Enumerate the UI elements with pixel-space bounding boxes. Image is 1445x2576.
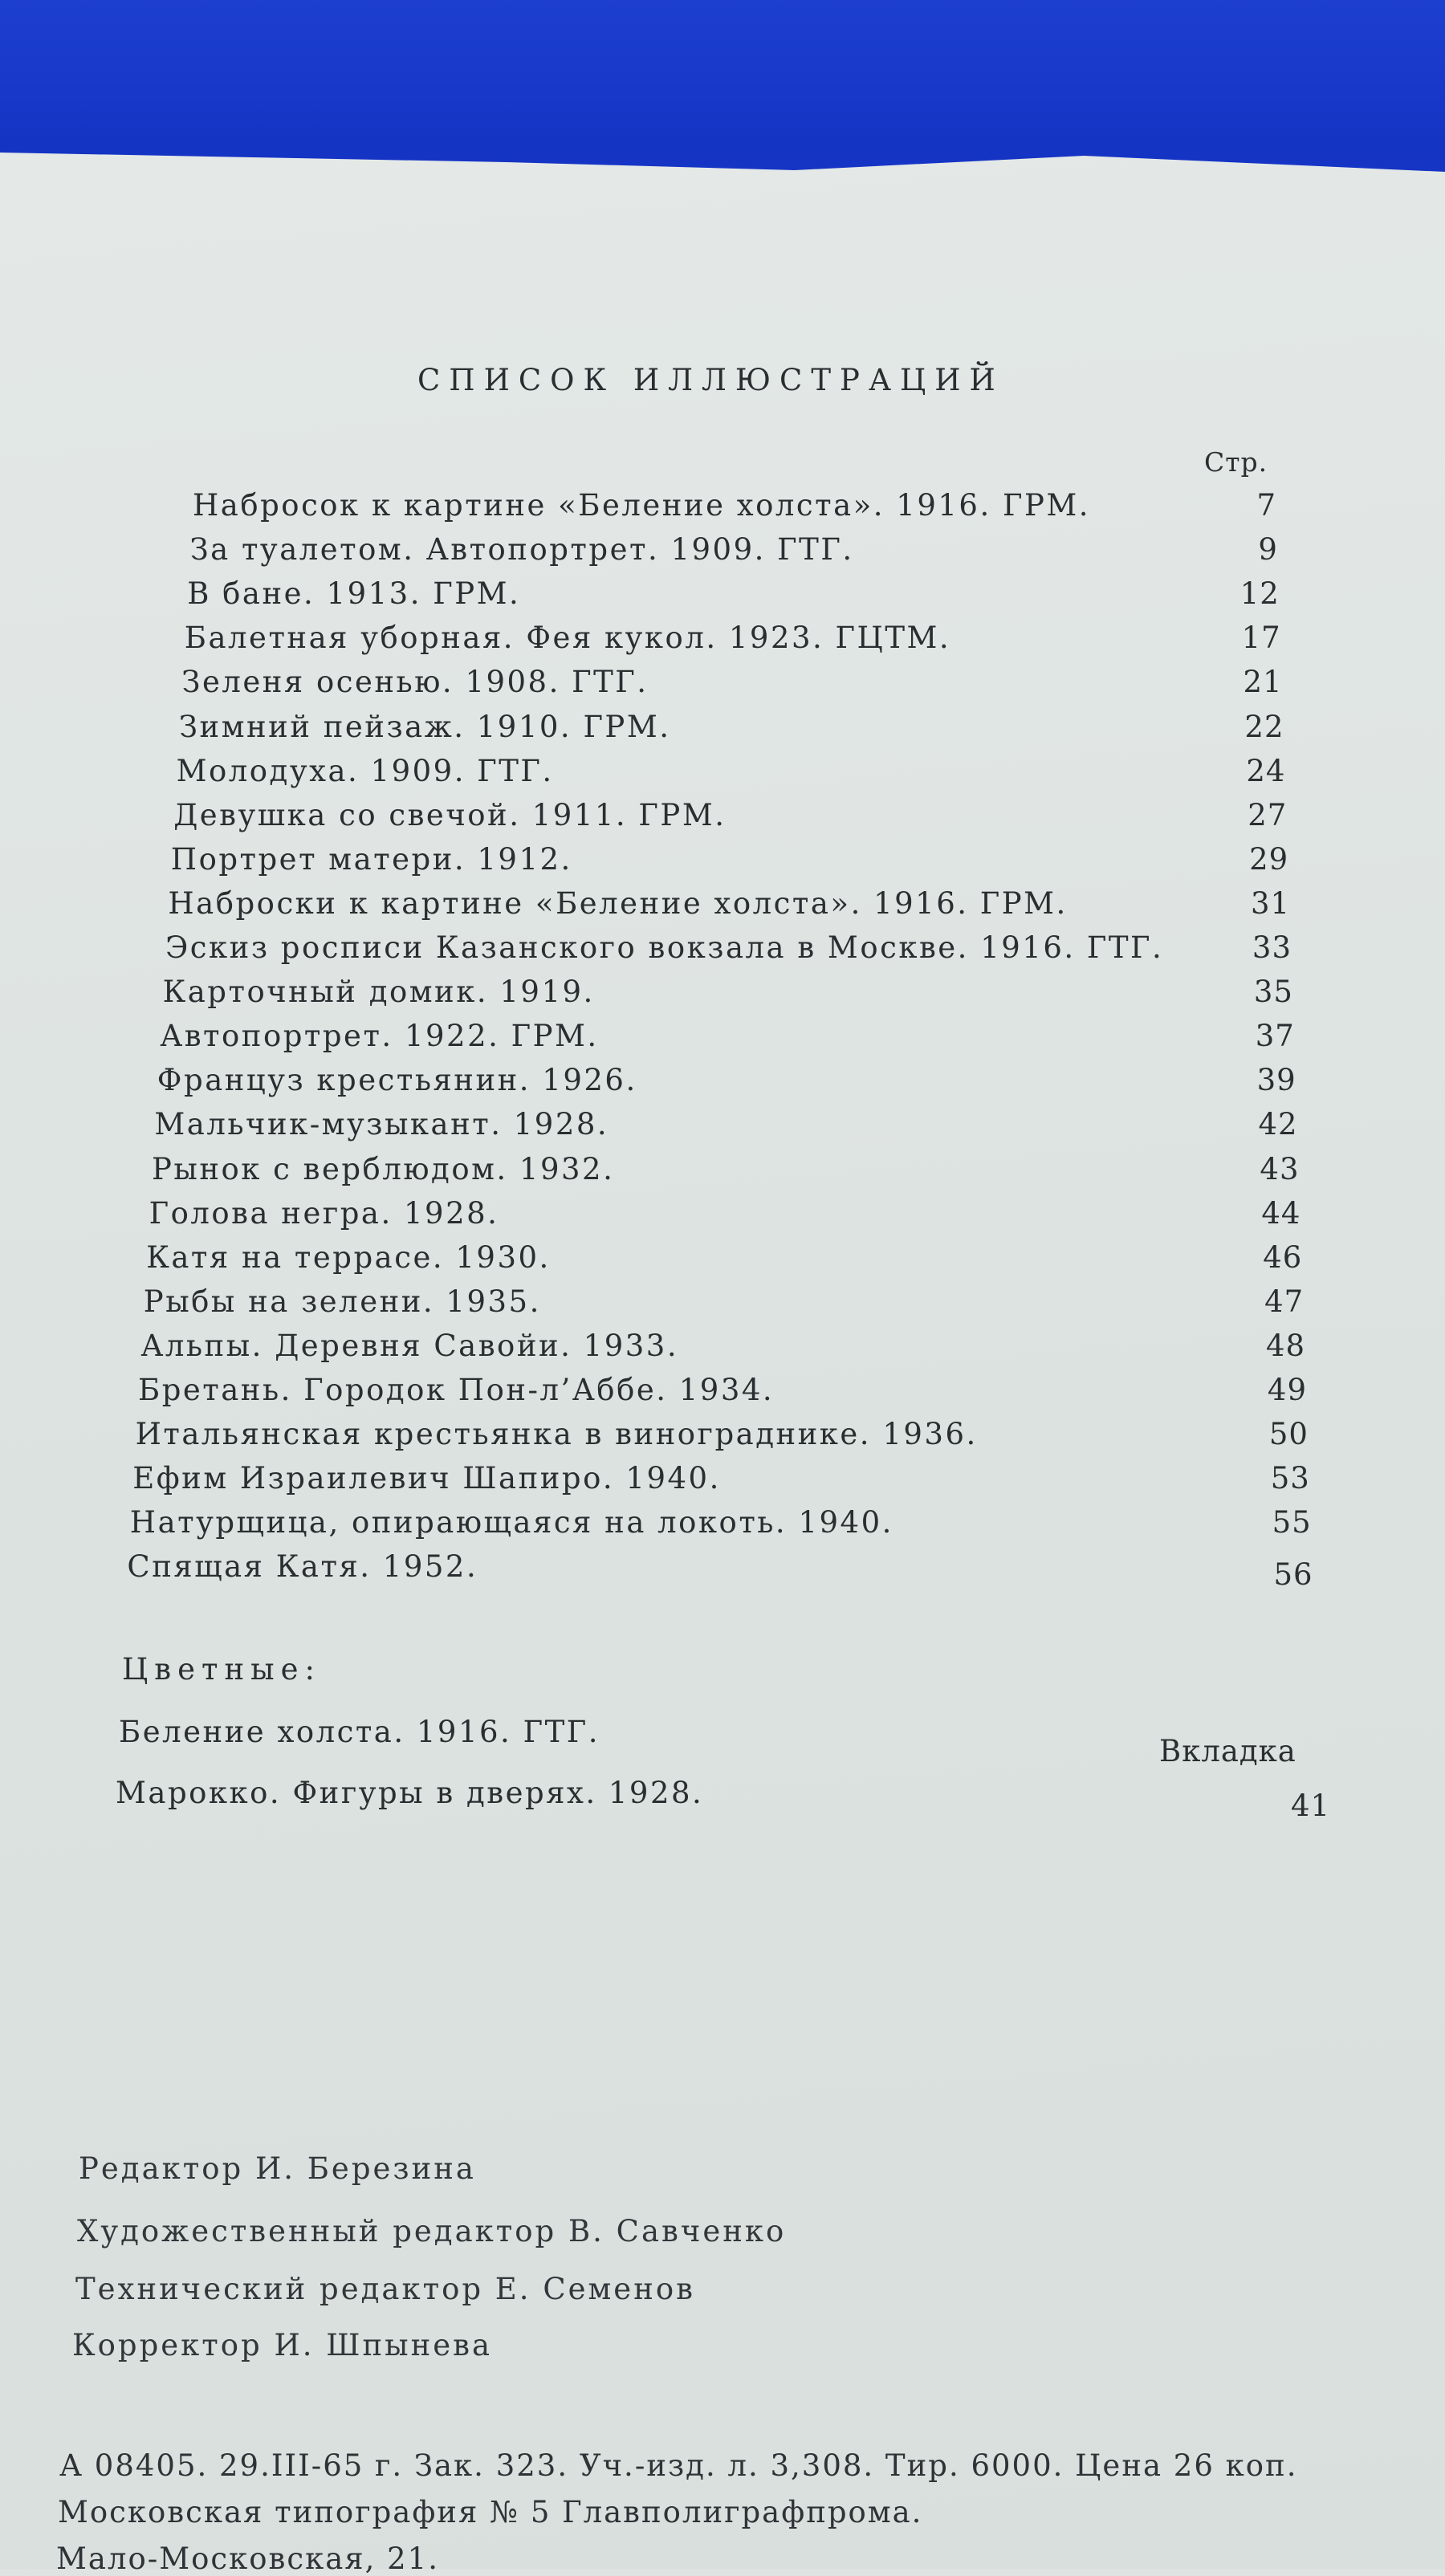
illustration-title: Ефим Израилевич Шапиро. 1940. <box>132 1461 721 1496</box>
illustration-page: 50 <box>1268 1417 1309 1452</box>
illustration-title: Альпы. Деревня Савойи. 1933. <box>140 1328 679 1363</box>
illustration-page: 35 <box>1253 975 1293 1010</box>
illustration-title: Набросок к картине «Беление холста». 1916. ГРМ. <box>193 488 1091 523</box>
color-item-title: Марокко. Фигуры в дверях. 1928. <box>116 1776 704 1810</box>
illustration-page: 39 <box>1256 1063 1296 1098</box>
illustration-page: 27 <box>1248 797 1288 832</box>
imprint-line: Московская типография № 5 Главполиграфпрома. <box>58 2495 923 2529</box>
illustration-page: 21 <box>1243 665 1283 700</box>
illustration-title: Зеленя осенью. 1908. ГТГ. <box>181 665 649 700</box>
illustration-page: 33 <box>1252 930 1292 965</box>
credit-line: Редактор И. Березина <box>79 2151 476 2186</box>
illustration-page: 37 <box>1255 1019 1295 1054</box>
illustration-title: Спящая Катя. 1952. <box>127 1549 478 1585</box>
illustration-title: Голова негра. 1928. <box>149 1195 499 1231</box>
illustration-title: Девушка со свечой. 1911. ГРМ. <box>173 797 727 832</box>
illustration-title: Мальчик-музыкант. 1928. <box>154 1107 609 1142</box>
illustration-title: Рынок с верблюдом. 1932. <box>152 1151 615 1186</box>
color-section-heading: Цветные: <box>122 1652 321 1687</box>
imprint-line: Мало-Московская, 21. <box>56 2541 439 2576</box>
illustration-title: Рыбы на зелени. 1935. <box>143 1284 541 1319</box>
illustration-title: Автопортрет. 1922. ГРМ. <box>160 1019 599 1054</box>
illustration-page: 22 <box>1244 709 1284 744</box>
color-item-title: Беление холста. 1916. ГТГ. <box>119 1715 600 1749</box>
illustration-title: Катя на террасе. 1930. <box>146 1239 551 1275</box>
illustration-page: 7 <box>1256 488 1276 523</box>
illustration-page: 17 <box>1241 621 1281 656</box>
illustration-title: Эскиз росписи Казанского вокзала в Москве. 1916. ГТГ. <box>165 930 1164 965</box>
credit-line: Технический редактор Е. Семенов <box>75 2272 695 2306</box>
color-item-page: Вкладка <box>1159 1734 1296 1768</box>
illustration-page: 44 <box>1261 1195 1301 1231</box>
illustration-title: Наброски к картине «Беление холста». 1916. ГРМ. <box>168 885 1068 921</box>
page-column-label: Стр. <box>1204 446 1268 478</box>
illustration-title: За туалетом. Автопортрет. 1909. ГТГ. <box>189 532 854 568</box>
credit-line: Художественный редактор В. Савченко <box>77 2214 787 2248</box>
illustration-page: 24 <box>1246 753 1286 788</box>
page-title: СПИСОК ИЛЛЮСТРАЦИЙ <box>417 363 1004 397</box>
illustration-page: 46 <box>1263 1239 1303 1275</box>
illustration-title: Балетная уборная. Фея кукол. 1923. ГЦТМ. <box>184 621 951 656</box>
illustration-title: Зимний пейзаж. 1910. ГРМ. <box>179 709 671 744</box>
illustration-page: 42 <box>1258 1107 1298 1142</box>
illustration-title: Молодуха. 1909. ГТГ. <box>176 753 554 788</box>
illustration-title: Француз крестьянин. 1926. <box>157 1063 637 1098</box>
imprint-line: А 08405. 29.III-65 г. Зак. 323. Уч.-изд. л. 3,308. Тир. 6000. Цена 26 коп. <box>59 2448 1298 2483</box>
illustration-title: Портрет матери. 1912. <box>170 841 572 877</box>
illustration-page: 9 <box>1258 532 1278 568</box>
illustration-page: 47 <box>1264 1284 1305 1319</box>
credit-line: Корректор И. Шпынева <box>72 2328 493 2362</box>
illustration-title: В бане. 1913. ГРМ. <box>187 576 521 612</box>
illustration-page: 31 <box>1251 885 1291 921</box>
illustration-page: 56 <box>1273 1557 1313 1593</box>
illustration-page: 48 <box>1266 1328 1306 1363</box>
illustration-title: Натурщица, опирающаяся на локоть. 1940. <box>129 1505 893 1540</box>
illustration-page: 53 <box>1270 1461 1310 1496</box>
illustration-page: 12 <box>1239 576 1280 612</box>
illustration-page: 43 <box>1260 1151 1300 1186</box>
color-item-page: 41 <box>1291 1789 1331 1823</box>
illustration-page: 55 <box>1272 1505 1312 1540</box>
illustration-page: 49 <box>1267 1373 1307 1407</box>
illustration-title: Бретань. Городок Пон-л’Аббе. 1934. <box>138 1373 775 1407</box>
illustration-page: 29 <box>1249 841 1289 877</box>
illustration-title: Карточный домик. 1919. <box>162 975 595 1010</box>
illustration-title: Итальянская крестьянка в винограднике. 1936. <box>135 1417 978 1452</box>
